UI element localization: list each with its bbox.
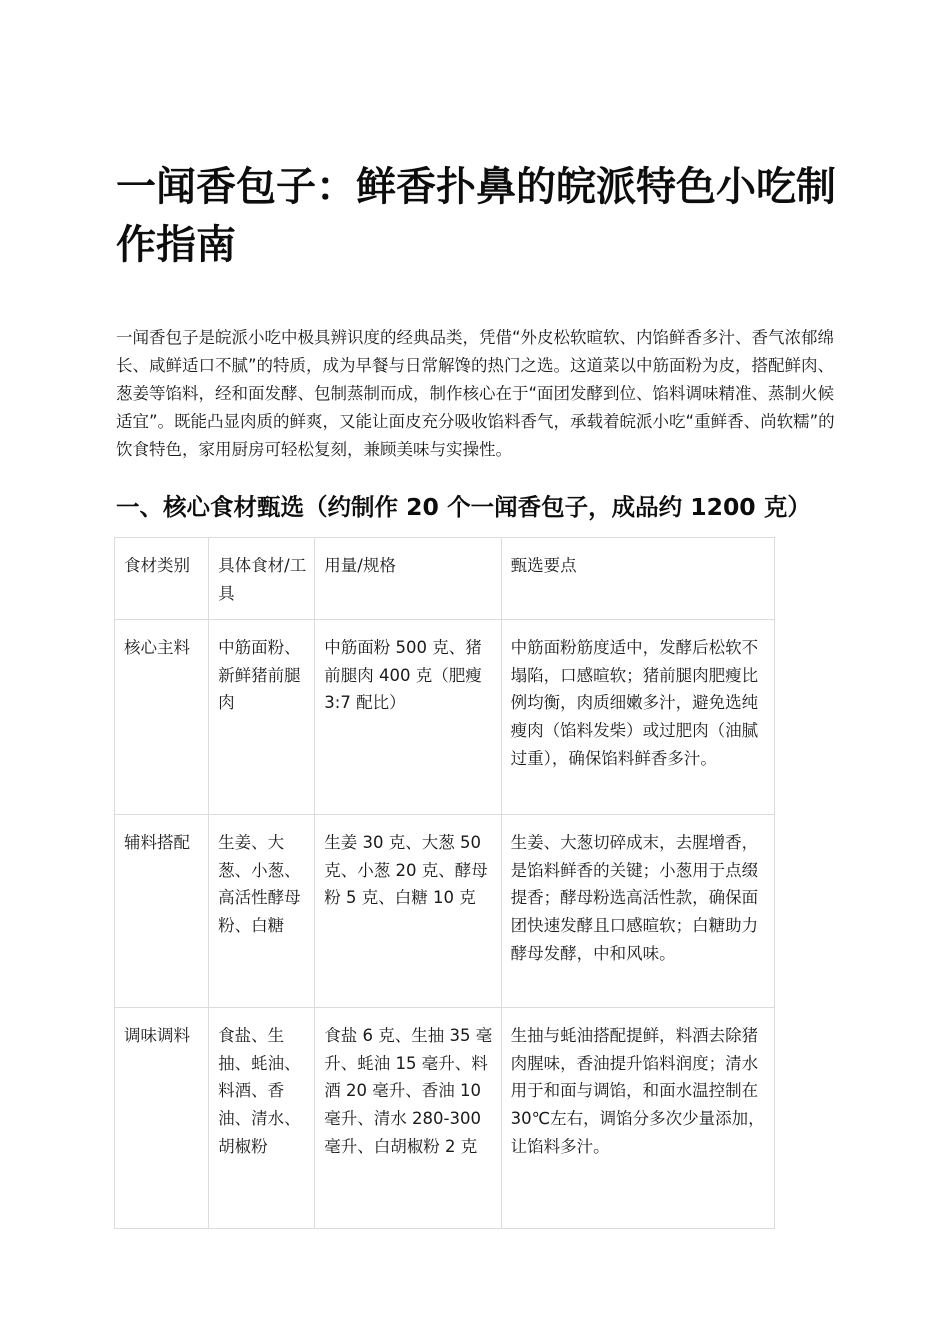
ingredients-table [114, 537, 775, 1229]
page-title: 一闻香包子：鲜香扑鼻的皖派特色小吃制作指南 [116, 164, 836, 268]
cell-category: 核心主料 [115, 620, 209, 815]
header-items: 具体食材/工具 [209, 538, 315, 620]
header-amount: 用量/规格 [315, 538, 501, 620]
cell-items: 食盐、生抽、蚝油、料酒、香油、清水、胡椒粉 [209, 1008, 315, 1229]
section-heading-ingredients: 一、核心食材甄选（约制作 20 个一闻香包子，成品约 1200 克） [116, 493, 811, 521]
table-row [115, 620, 775, 815]
cell-items: 生姜、大葱、小葱、高活性酵母粉、白糖 [209, 815, 315, 1008]
cell-items: 中筋面粉、新鲜猪前腿肉 [209, 620, 315, 815]
intro-paragraph: 一闻香包子是皖派小吃中极具辨识度的经典品类，凭借“外皮松软暄软、内馅鲜香多汁、香气浓郁绵长、咸鲜适口不腻”的特质，成为早餐与日常解馋的热门之选。这道菜以中筋面粉为皮，搭配鲜肉、葱姜等馅料，经和面发酵、包制蒸制而成，制作核心在于“面团发酵到位、馅料调味精准、蒸制火候适宜”。既能凸显肉质的鲜爽，又能让面皮充分吸收馅料香气，承载着皖派小吃“重鲜香、尚软糯”的饮食特色，家用厨房可轻松复刻，兼顾美味与实操性。 [116, 328, 835, 459]
cell-category: 调味调料 [115, 1008, 209, 1229]
cell-category: 辅料搭配 [115, 815, 209, 1008]
cell-amount: 中筋面粉 500 克、猪前腿肉 400 克（肥瘦 3:7 配比） [315, 620, 501, 815]
table-row [115, 1008, 775, 1229]
table-row [115, 815, 775, 1008]
header-category: 食材类别 [115, 538, 209, 620]
table-header-row [115, 538, 775, 620]
cell-tips: 生抽与蚝油搭配提鲜，料酒去除猪肉腥味，香油提升馅料润度；清水用于和面与调馅，和面水温控制在 30℃左右，调馅分多次少量添加，让馅料多汁。 [501, 1008, 774, 1229]
cell-tips: 中筋面粉筋度适中，发酵后松软不塌陷，口感暄软；猪前腿肉肥瘦比例均衡，肉质细嫩多汁，避免选纯瘦肉（馅料发柴）或过肥肉（油腻过重），确保馅料鲜香多汁。 [501, 620, 774, 815]
header-tips: 甄选要点 [501, 538, 774, 620]
cell-tips: 生姜、大葱切碎成末，去腥增香，是馅料鲜香的关键；小葱用于点缀提香；酵母粉选高活性款，确保面团快速发酵且口感暄软；白糖助力酵母发酵，中和风味。 [501, 815, 774, 1008]
cell-amount: 生姜 30 克、大葱 50 克、小葱 20 克、酵母粉 5 克、白糖 10 克 [315, 815, 501, 1008]
cell-amount: 食盐 6 克、生抽 35 毫升、蚝油 15 毫升、料酒 20 毫升、香油 10 毫升、清水 280-300 毫升、白胡椒粉 2 克 [315, 1008, 501, 1229]
